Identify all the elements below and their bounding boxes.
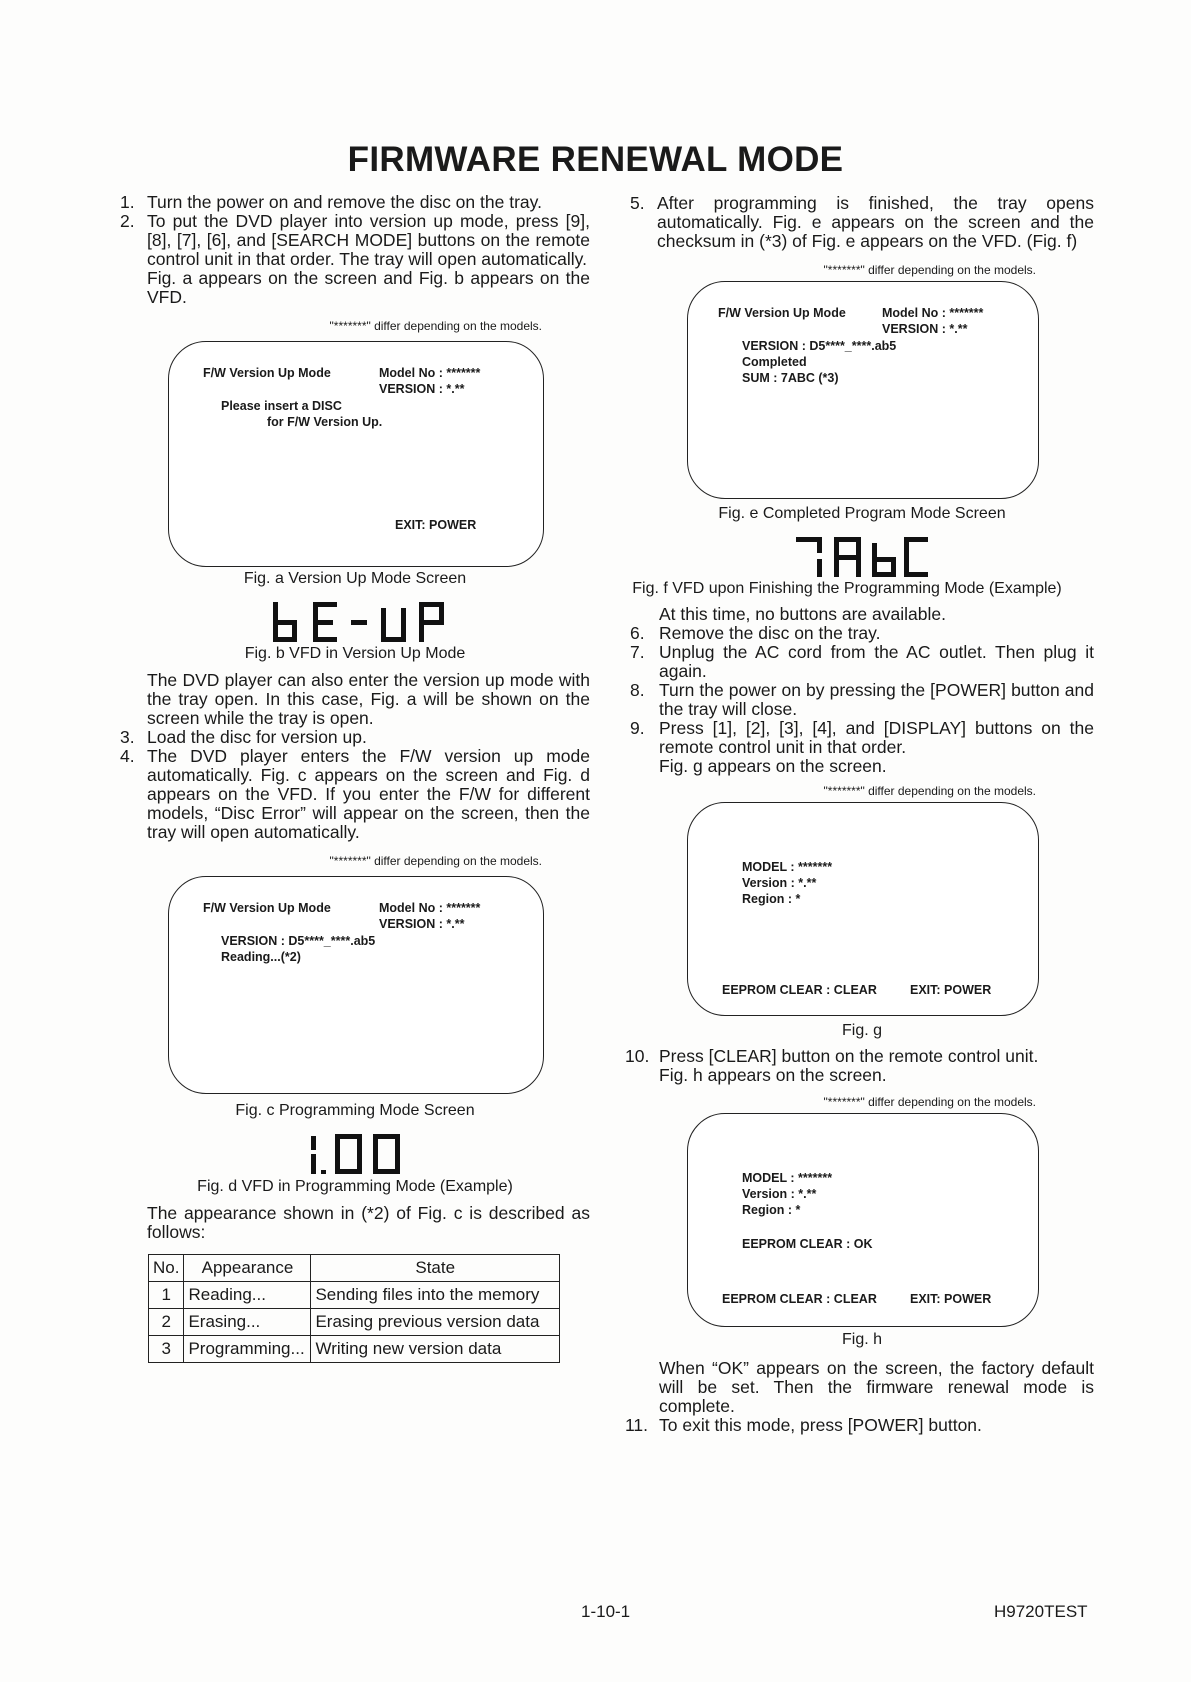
step-2: 2. To put the DVD player into version up mode, press [9], [8], [7], [6], and [SEARCH MODE] buttons on the remote control unit in that order. The tray will open automatically.: [120, 211, 590, 269]
step-2-continued: Fig. a appears on the screen and Fig. b appears on the VFD.: [147, 268, 590, 307]
header-state: State: [311, 1255, 560, 1282]
fig-h-region: Region : *: [742, 1203, 801, 1217]
step-5: 5. After programming is finished, the tray opens automatically. Fig. e appears on the screen and the checksum in (*3) of Fig. e appears on the VFD. (Fig. f): [630, 193, 1094, 251]
models-note-2: "*******" differ depending on the models.: [329, 854, 542, 868]
step-7: 7. Unplug the AC cord from the AC outlet. Then plug it again.: [630, 642, 1094, 681]
fig-c-screen: [168, 876, 544, 1094]
vfd-7abc-display: [794, 535, 930, 579]
step-10-continued: Fig. h appears on the screen.: [659, 1065, 887, 1085]
vfd-100-display: [305, 1132, 405, 1176]
page-number: 1-10-1: [581, 1602, 631, 1621]
step-4: 4. The DVD player enters the F/W version up mode automatically. Fig. c appears on the screen and Fig. d appears on the VFD. If you enter the F/W for different models, “Disc Error” will appear on the screen, then the tray will open automatically.: [120, 746, 590, 842]
fig-a-mode-label: F/W Version Up Mode: [203, 366, 331, 380]
fig-g-exit: EXIT: POWER: [910, 983, 992, 997]
fig-f-vfd: [630, 535, 1094, 579]
fig-a-for-version-up: for F/W Version Up.: [267, 415, 383, 429]
left-column: [120, 193, 590, 1363]
fig-e-version-file: VERSION : D5****_****.ab5: [742, 339, 897, 353]
fig-c-reading: Reading...(*2): [221, 950, 301, 964]
fig-g-screen: [687, 802, 1039, 1016]
fig-h-exit: EXIT: POWER: [910, 1292, 992, 1306]
fig-c-model-no: Model No : *******: [379, 901, 481, 915]
fig-h-version: Version : *.**: [742, 1187, 817, 1201]
fig-e-completed: Completed: [742, 355, 807, 369]
fig-h-eeprom-clear: EEPROM CLEAR : CLEAR: [722, 1292, 877, 1306]
fig-c-mode-label: F/W Version Up Mode: [203, 901, 331, 915]
fig-f-caption: Fig. f VFD upon Finishing the Programming Mode (Example): [632, 580, 1062, 597]
models-note-4: "*******" differ depending on the models.: [823, 784, 1036, 798]
fig-a-screen: [168, 341, 544, 567]
table-row: 3 Programming... Writing new version data: [149, 1336, 560, 1363]
step-1: 1. Turn the power on and remove the disc on the tray.: [120, 192, 542, 212]
paragraph-ok: When “OK” appears on the screen, the factory default will be set. Then the firmware renewal mode is complete.: [659, 1358, 1094, 1416]
step-11: 11. To exit this mode, press [POWER] button.: [625, 1415, 982, 1435]
fig-h-eeprom-ok: EEPROM CLEAR : OK: [742, 1237, 873, 1251]
step-9: 9. Press [1], [2], [3], [4], and [DISPLAY] buttons on the remote control unit in that order.: [630, 718, 1094, 757]
fig-e-caption: Fig. e Completed Program Mode Screen: [718, 505, 1006, 522]
fig-b-caption: Fig. b VFD in Version Up Mode: [244, 645, 466, 662]
table-header-row: [149, 1255, 560, 1282]
document-code: H9720TEST: [994, 1602, 1088, 1621]
right-column: [625, 193, 1094, 1435]
fig-d-caption: Fig. d VFD in Programming Mode (Example): [197, 1178, 513, 1195]
step-10: 10. Press [CLEAR] button on the remote control unit.: [625, 1046, 1039, 1066]
fig-c-caption: Fig. c Programming Mode Screen: [235, 1102, 475, 1119]
header-appearance: Appearance: [184, 1255, 311, 1282]
fig-g-eeprom-clear: EEPROM CLEAR : CLEAR: [722, 983, 877, 997]
fig-a-model-no: Model No : *******: [379, 366, 481, 380]
step-6: 6. Remove the disc on the tray.: [630, 623, 881, 643]
fig-g-model: MODEL : *******: [742, 860, 833, 874]
vfd-be-up-display: [263, 600, 447, 644]
no-buttons-text: At this time, no buttons are available.: [659, 604, 946, 624]
fig-e-model-no: Model No : *******: [882, 306, 984, 320]
fig-a-version: VERSION : *.**: [379, 382, 465, 396]
fig-g-region: Region : *: [742, 892, 801, 906]
fig-h-model: MODEL : *******: [742, 1171, 833, 1185]
paragraph-tray-open: The DVD player can also enter the version up mode with the tray open. In this case, Fig. a will be shown on the screen while the tray is open.: [147, 670, 590, 728]
table-row: 1 Reading... Sending files into the memory: [149, 1282, 560, 1309]
fig-c-version-file: VERSION : D5****_****.ab5: [221, 934, 376, 948]
fig-e-sum: SUM : 7ABC (*3): [742, 371, 839, 385]
step-9-continued: Fig. g appears on the screen.: [659, 756, 887, 776]
fig-a-caption: Fig. a Version Up Mode Screen: [243, 570, 467, 587]
fig-a-insert-disc: Please insert a DISC: [221, 399, 342, 413]
page-title: FIRMWARE RENEWAL MODE: [347, 140, 844, 179]
appearance-table: [148, 1254, 560, 1363]
paragraph-appearance: The appearance shown in (*2) of Fig. c is described as follows:: [147, 1203, 590, 1242]
fig-d-vfd: [120, 1132, 590, 1176]
models-note-3: "*******" differ depending on the models.: [823, 263, 1036, 277]
fig-h-screen: [687, 1113, 1039, 1327]
fig-g-caption: Fig. g: [841, 1022, 882, 1039]
fig-g-version: Version : *.**: [742, 876, 817, 890]
fig-e-screen: [687, 281, 1039, 499]
fig-e-version: VERSION : *.**: [882, 322, 968, 336]
fig-h-caption: Fig. h: [841, 1331, 882, 1348]
header-no: No.: [149, 1255, 184, 1282]
models-note-5: "*******" differ depending on the models.: [823, 1095, 1036, 1109]
fig-c-version: VERSION : *.**: [379, 917, 465, 931]
fig-a-exit: EXIT: POWER: [395, 518, 477, 532]
step-8: 8. Turn the power on by pressing the [POWER] button and the tray will close.: [630, 680, 1094, 719]
step-3: 3. Load the disc for version up.: [120, 727, 367, 747]
fig-e-mode-label: F/W Version Up Mode: [718, 306, 846, 320]
table-row: 2 Erasing... Erasing previous version data: [149, 1309, 560, 1336]
fig-b-vfd: [120, 600, 590, 644]
models-note: "*******" differ depending on the models.: [329, 319, 542, 333]
